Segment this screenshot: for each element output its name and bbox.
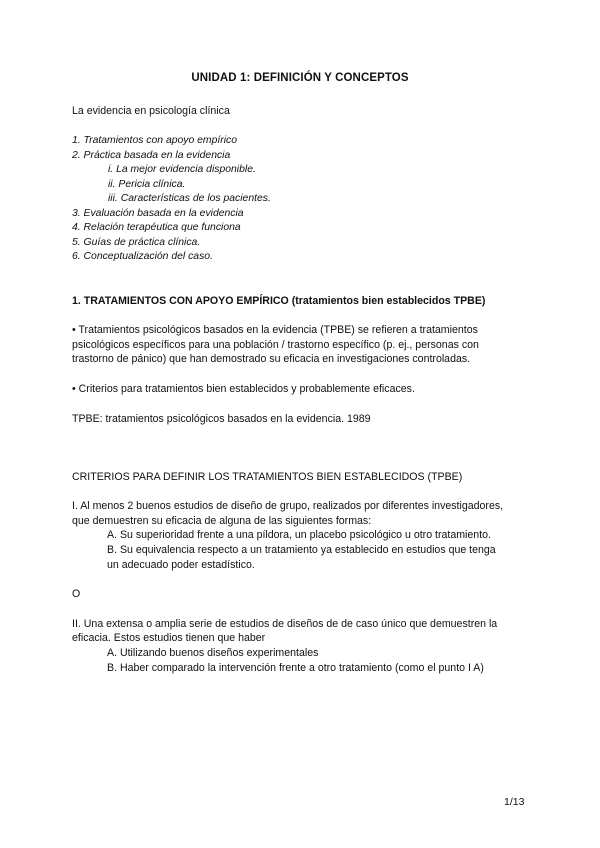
criterion-subitem: B. Su equivalencia respecto a un tratamiento ya establecido en estudios que tenga — [107, 544, 496, 556]
outline-subitem: i. La mejor evidencia disponible. — [108, 164, 256, 175]
paragraph-line: que demuestren su eficacia de alguna de las siguientes formas: — [72, 515, 372, 527]
outline-item: 5. Guías de práctica clínica. — [72, 237, 201, 248]
paragraph-criteria-note: • Criterios para tratamientos bien establecidos y probablemente eficaces. — [72, 383, 415, 395]
page-number: 1/13 — [504, 796, 525, 808]
or-separator: O — [72, 588, 81, 600]
paragraph-line: • Tratamientos psicológicos basados en la evidencia (TPBE) se refieren a tratamientos — [72, 324, 478, 336]
criterion-subitem: A. Utilizando buenos diseños experimentales — [107, 647, 319, 659]
paragraph-line: I. Al menos 2 buenos estudios de diseño de grupo, realizados por diferentes investigadores, — [72, 500, 504, 512]
criterion-subitem: un adecuado poder estadístico. — [107, 559, 255, 571]
criterion-subitem: B. Haber comparado la intervención frente a otro tratamiento (como el punto I A) — [107, 662, 484, 674]
outline-subitem: ii. Pericia clínica. — [108, 179, 186, 190]
paragraph-line: psicológicos específicos para una población / trastorno específico (p. ej., personas con — [72, 339, 479, 351]
outline-item: 1. Tratamientos con apoyo empírico — [72, 135, 237, 146]
outline-item: 3. Evaluación basada en la evidencia — [72, 208, 244, 219]
outline-item: 4. Relación terapéutica que funciona — [72, 222, 241, 233]
paragraph-line: trastorno de pánico) que han demostrado su eficacia en investigaciones controladas. — [72, 353, 471, 365]
paragraph-line: eficacia. Estos estudios tienen que haber — [72, 632, 266, 644]
criteria-heading: CRITERIOS PARA DEFINIR LOS TRATAMIENTOS BIEN ESTABLECIDOS (TPBE) — [72, 471, 463, 483]
criterion-subitem: A. Su superioridad frente a una píldora, un placebo psicológico u otro tratamiento. — [107, 529, 491, 541]
paragraph-line: II. Una extensa o amplia serie de estudios de diseños de de caso único que demuestren la — [72, 618, 498, 630]
outline-item: 6. Conceptualización del caso. — [72, 251, 213, 262]
intro-text: La evidencia en psicología clínica — [72, 105, 230, 117]
section-heading: 1. TRATAMIENTOS CON APOYO EMPÍRICO (tratamientos bien establecidos TPBE) — [72, 295, 486, 307]
outline-subitem: iii. Características de los pacientes. — [108, 193, 271, 204]
page-title: UNIDAD 1: DEFINICIÓN Y CONCEPTOS — [191, 72, 409, 84]
outline-item: 2. Práctica basada en la evidencia — [72, 150, 231, 161]
paragraph-tpbe-note: TPBE: tratamientos psicológicos basados en la evidencia. 1989 — [72, 413, 371, 425]
